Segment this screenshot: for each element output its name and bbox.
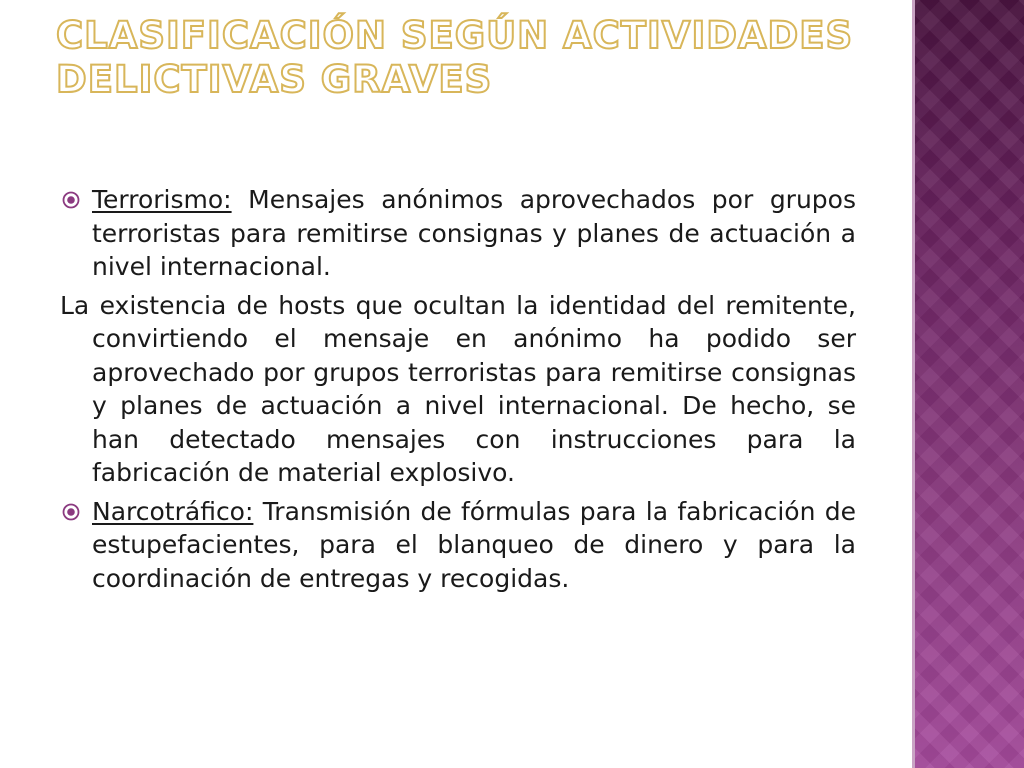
text-narcotrafico: Transmisión de fórmulas para la fabricación de estupefacientes, para el blanqueo de dinero y para la coordinación de entregas y recogidas. [92,496,856,593]
bullet-item-narcotrafico [60,495,856,596]
bullet-item-terrorismo [60,183,856,284]
text-hosts-anonimos: La existencia de hosts que ocultan la identidad del remitente, convirtiendo el mensaje en anónimo ha podido ser aprovechado por grupos terroristas para remitirse consignas y planes de actuación a nivel internacional. De hecho, se han detectado mensajes con instrucciones para la fabricación de material explosivo. [60,290,856,487]
circled-dot-bullet-icon [62,191,80,209]
side-band-texture [915,0,1024,768]
decorative-side-band [912,0,1024,768]
slide-title [56,14,896,102]
circled-dot-bullet-icon [62,503,80,521]
term-terrorismo: Terrorismo: [92,185,232,214]
paragraph-hosts-anonimos [60,289,856,490]
text-terrorismo: Mensajes anónimos aprovechados por grupos terroristas para remitirse consignas y planes de actuación a nivel internacional. [92,185,856,281]
slide-body [60,183,856,600]
title-line-1: CLASIFICACIÓN SEGÚN ACTIVIDADES [56,14,854,57]
title-line-2: DELICTIVAS GRAVES [56,58,493,101]
term-narcotrafico: Narcotráfico: [92,496,254,526]
